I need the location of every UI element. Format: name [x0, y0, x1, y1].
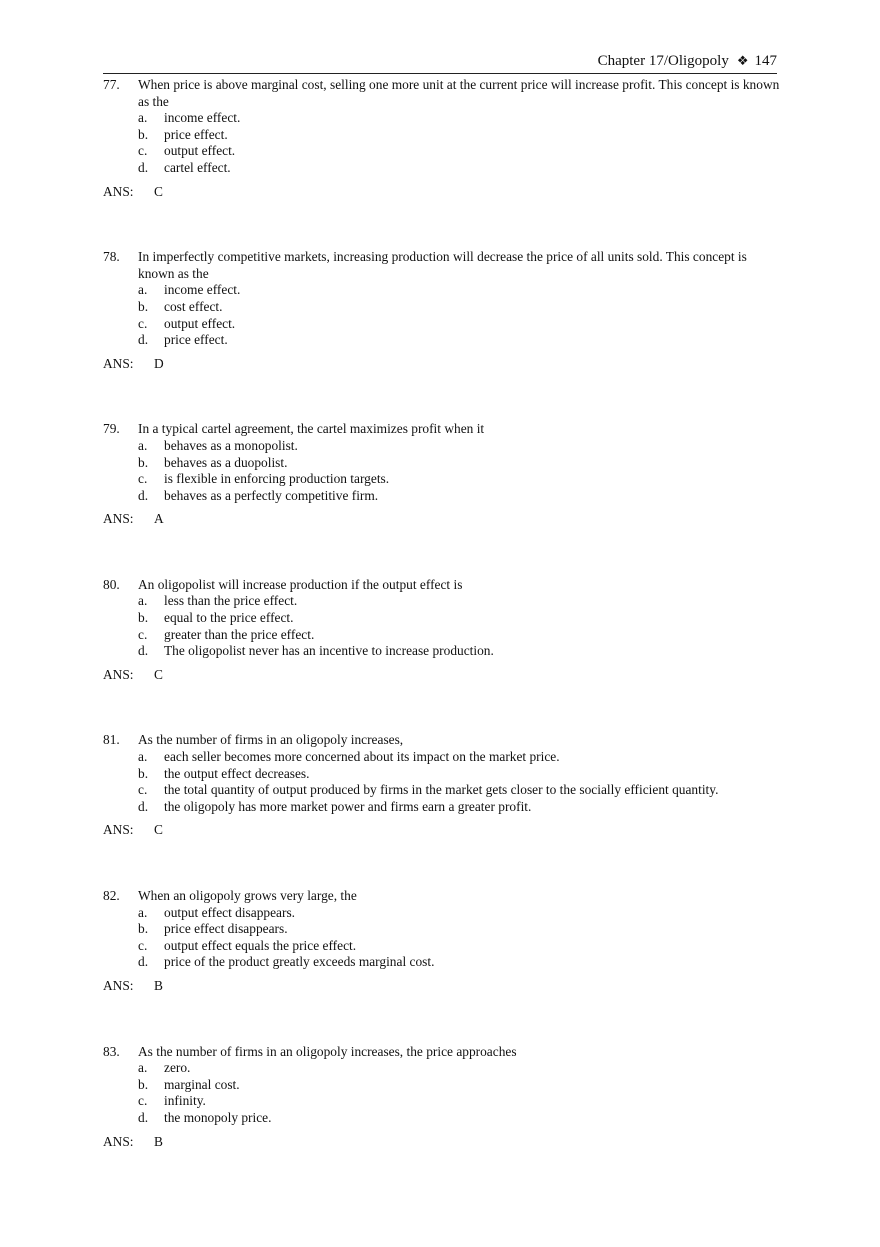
- option-text: less than the price effect.: [164, 593, 298, 609]
- answer-option: [103, 471, 783, 488]
- option-text: output effect.: [164, 143, 236, 159]
- option-text: output effect equals the price effect.: [164, 937, 357, 953]
- option-text: behaves as a monopolist.: [164, 437, 298, 453]
- answer-label: ANS:: [103, 666, 134, 682]
- answer-option: [103, 455, 783, 472]
- answer-option: [103, 127, 783, 144]
- chapter-title: Chapter 17/Oligopoly: [597, 53, 729, 69]
- answer-label: ANS:: [103, 511, 134, 527]
- question-text: In imperfectly competitive markets, increasing production will decrease the price of all units sold. This concept is known as the: [138, 249, 747, 281]
- answer-option: [103, 1077, 783, 1094]
- answer-option: [103, 938, 783, 955]
- option-text: marginal cost.: [164, 1076, 240, 1092]
- answer-value: C: [154, 183, 163, 199]
- option-text: infinity.: [164, 1093, 206, 1109]
- option-text: each seller becomes more concerned about its impact on the market price.: [164, 749, 560, 765]
- question-number: 78.: [103, 249, 120, 265]
- answer-option: [103, 488, 783, 505]
- answer-value: B: [154, 977, 163, 993]
- option-text: greater than the price effect.: [164, 626, 315, 642]
- option-letter: d.: [138, 643, 149, 659]
- answer-label: ANS:: [103, 977, 134, 993]
- option-letter: b.: [138, 765, 149, 781]
- answer-label: ANS:: [103, 1133, 134, 1149]
- answer-option: [103, 627, 783, 644]
- answer-option: [103, 282, 783, 299]
- question-text: An oligopolist will increase production if the output effect is: [138, 576, 463, 592]
- question-item: [103, 77, 783, 200]
- question-stem: [103, 249, 783, 282]
- option-text: output effect disappears.: [164, 904, 296, 920]
- option-letter: c.: [138, 315, 148, 331]
- answer-option: [103, 782, 783, 799]
- answer-option: [103, 299, 783, 316]
- option-letter: b.: [138, 298, 149, 314]
- question-list: [103, 77, 783, 1199]
- option-letter: a.: [138, 282, 148, 298]
- option-list: [103, 593, 783, 659]
- answer-option: [103, 593, 783, 610]
- answer-option: [103, 1110, 783, 1127]
- answer-value: B: [154, 1133, 163, 1149]
- answer-value: C: [154, 822, 163, 838]
- answer-key: [103, 356, 783, 373]
- answer-key: [103, 667, 783, 684]
- option-list: [103, 749, 783, 815]
- option-text: The oligopolist never has an incentive to increase production.: [164, 643, 494, 659]
- option-letter: b.: [138, 1076, 149, 1092]
- option-letter: c.: [138, 937, 148, 953]
- option-letter: d.: [138, 332, 149, 348]
- option-text: zero.: [164, 1060, 191, 1076]
- question-stem: [103, 77, 783, 110]
- option-text: the output effect decreases.: [164, 765, 310, 781]
- diamond-separator-icon: ❖: [736, 54, 749, 69]
- question-text: When price is above marginal cost, selling one more unit at the current price will increase profit. This concept is known as the: [138, 77, 780, 109]
- option-letter: b.: [138, 454, 149, 470]
- option-text: price effect.: [164, 126, 228, 142]
- question-item: [103, 732, 783, 839]
- option-letter: d.: [138, 798, 149, 814]
- answer-option: [103, 749, 783, 766]
- option-text: income effect.: [164, 282, 241, 298]
- option-text: income effect.: [164, 110, 241, 126]
- option-text: cartel effect.: [164, 159, 231, 175]
- answer-option: [103, 1060, 783, 1077]
- answer-value: D: [154, 355, 164, 371]
- question-stem: [103, 888, 783, 905]
- answer-option: [103, 316, 783, 333]
- option-text: the total quantity of output produced by firms in the market gets closer to the socially efficient quantity.: [164, 782, 719, 798]
- option-letter: c.: [138, 143, 148, 159]
- question-text: When an oligopoly grows very large, the: [138, 888, 357, 903]
- option-text: the monopoly price.: [164, 1109, 272, 1125]
- answer-option: [103, 1093, 783, 1110]
- question-stem: [103, 421, 783, 438]
- answer-option: [103, 332, 783, 349]
- option-letter: d.: [138, 954, 149, 970]
- option-letter: c.: [138, 782, 148, 798]
- answer-value: C: [154, 666, 163, 682]
- answer-option: [103, 954, 783, 971]
- question-number: 83.: [103, 1043, 120, 1059]
- option-text: output effect.: [164, 315, 236, 331]
- question-stem: [103, 732, 783, 749]
- answer-key: [103, 511, 783, 528]
- option-text: behaves as a duopolist.: [164, 454, 288, 470]
- answer-option: [103, 643, 783, 660]
- question-item: [103, 249, 783, 372]
- option-text: price effect.: [164, 332, 228, 348]
- answer-label: ANS:: [103, 355, 134, 371]
- option-letter: a.: [138, 110, 148, 126]
- option-text: is flexible in enforcing production targets.: [164, 471, 390, 487]
- option-letter: a.: [138, 593, 148, 609]
- answer-label: ANS:: [103, 183, 134, 199]
- option-letter: a.: [138, 437, 148, 453]
- question-number: 80.: [103, 576, 120, 592]
- page-number: 147: [754, 53, 777, 69]
- answer-key: [103, 822, 783, 839]
- question-number: 81.: [103, 732, 120, 748]
- option-letter: a.: [138, 749, 148, 765]
- option-letter: b.: [138, 921, 149, 937]
- answer-option: [103, 610, 783, 627]
- option-text: price effect disappears.: [164, 921, 288, 937]
- option-list: [103, 1060, 783, 1126]
- option-letter: c.: [138, 626, 148, 642]
- answer-option: [103, 438, 783, 455]
- option-letter: c.: [138, 471, 148, 487]
- option-letter: d.: [138, 487, 149, 503]
- question-stem: [103, 577, 783, 594]
- question-text: As the number of firms in an oligopoly increases, the price approaches: [138, 1043, 517, 1059]
- option-letter: b.: [138, 610, 149, 626]
- answer-option: [103, 921, 783, 938]
- answer-key: [103, 1134, 783, 1151]
- answer-label: ANS:: [103, 822, 134, 838]
- option-letter: d.: [138, 1109, 149, 1125]
- question-text: As the number of firms in an oligopoly increases,: [138, 732, 404, 748]
- option-letter: a.: [138, 1060, 148, 1076]
- option-text: cost effect.: [164, 298, 223, 314]
- page-header: [103, 51, 777, 74]
- question-number: 82.: [103, 888, 120, 903]
- option-list: [103, 438, 783, 504]
- option-letter: b.: [138, 126, 149, 142]
- answer-option: [103, 143, 783, 160]
- option-text: price of the product greatly exceeds marginal cost.: [164, 954, 435, 970]
- question-item: [103, 1044, 783, 1151]
- question-item: [103, 888, 783, 995]
- answer-key: [103, 978, 783, 995]
- option-list: [103, 282, 783, 348]
- answer-key: [103, 184, 783, 201]
- option-list: [103, 905, 783, 971]
- answer-value: A: [154, 511, 164, 527]
- question-number: 79.: [103, 421, 120, 437]
- answer-option: [103, 766, 783, 783]
- answer-option: [103, 799, 783, 816]
- option-text: the oligopoly has more market power and firms earn a greater profit.: [164, 798, 532, 814]
- option-text: behaves as a perfectly competitive firm.: [164, 487, 379, 503]
- question-item: [103, 421, 783, 528]
- question-item: [103, 577, 783, 684]
- question-text: In a typical cartel agreement, the cartel maximizes profit when it: [138, 421, 485, 437]
- answer-option: [103, 160, 783, 177]
- question-number: 77.: [103, 77, 120, 92]
- question-stem: [103, 1044, 783, 1061]
- option-letter: c.: [138, 1093, 148, 1109]
- answer-option: [103, 905, 783, 922]
- option-list: [103, 110, 783, 176]
- option-letter: a.: [138, 904, 148, 920]
- option-letter: d.: [138, 159, 149, 175]
- answer-option: [103, 110, 783, 127]
- option-text: equal to the price effect.: [164, 610, 294, 626]
